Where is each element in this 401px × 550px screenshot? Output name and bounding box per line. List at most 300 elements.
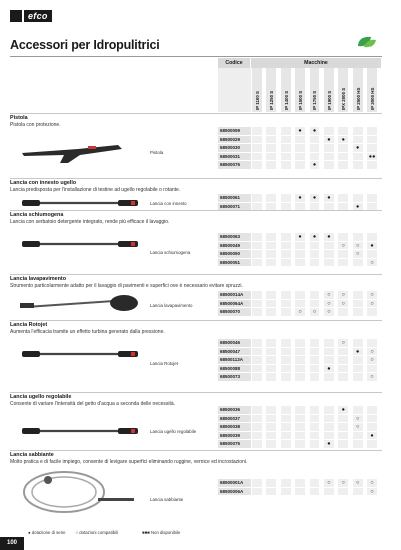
compatibility-mark [251, 161, 262, 169]
machine-name: IP 1500 S [298, 90, 304, 110]
compatibility-mark [323, 127, 334, 135]
product-code: 68500113A [218, 356, 251, 364]
compatibility-mark: ● [323, 440, 334, 448]
compatibility-mark: ○ [366, 373, 377, 381]
compatibility-mark [251, 291, 262, 299]
table-row [218, 300, 381, 309]
product-code: 68500037 [218, 415, 251, 423]
compatibility-mark [352, 356, 363, 364]
section-divider [10, 178, 382, 179]
product-label: Lancia ugello regolabile [150, 429, 197, 434]
product-image [18, 238, 148, 250]
accessory-section [10, 180, 382, 193]
compatibility-mark [265, 308, 276, 316]
compatibility-mark [294, 144, 305, 152]
compatibility-mark [309, 203, 320, 211]
compatibility-mark [366, 233, 377, 241]
compatibility-mark [265, 242, 276, 250]
compatibility-mark: ○ [337, 242, 348, 250]
compatibility-mark: ● [323, 365, 334, 373]
compatibility-mark [294, 365, 305, 373]
compatibility-mark [280, 406, 291, 414]
compatibility-mark [337, 432, 348, 440]
compatibility-mark [294, 136, 305, 144]
product-code: 68500075 [218, 440, 251, 448]
table-row [218, 259, 381, 268]
compatibility-mark [265, 161, 276, 169]
table-row [218, 488, 381, 497]
compatibility-mark [265, 423, 276, 431]
compatibility-mark: ● [309, 161, 320, 169]
compatibility-mark [265, 136, 276, 144]
compatibility-mark [337, 161, 348, 169]
product-image [18, 348, 148, 360]
compatibility-mark: ○ [323, 291, 334, 299]
compatibility-mark [251, 488, 262, 496]
compatibility-mark [352, 406, 363, 414]
compatibility-mark [251, 348, 262, 356]
table-row [218, 373, 381, 382]
compatibility-mark [265, 432, 276, 440]
compatibility-mark [280, 423, 291, 431]
compatibility-mark [309, 242, 320, 250]
compatibility-mark [366, 136, 377, 144]
compatibility-mark [280, 339, 291, 347]
legend [28, 530, 180, 535]
compatibility-mark [280, 127, 291, 135]
legend-compat: ○ dotazioni compatibili [75, 530, 118, 535]
compatibility-mark: ● [309, 233, 320, 241]
machine-column-header [337, 68, 348, 112]
compatibility-mark [323, 488, 334, 496]
compatibility-mark [251, 339, 262, 347]
table-row [218, 432, 381, 441]
product-code: 68500050 [218, 250, 251, 258]
compatibility-mark [265, 339, 276, 347]
accessory-section [10, 276, 382, 289]
section-divider [10, 320, 382, 321]
compatibility-mark [337, 440, 348, 448]
compatibility-mark [280, 250, 291, 258]
compatibility-mark [309, 250, 320, 258]
product-label: Lancia sabbiante [150, 497, 184, 502]
macchine-header: Macchine [251, 58, 381, 68]
compatibility-mark [337, 250, 348, 258]
compatibility-mark [352, 153, 363, 161]
compatibility-mark [352, 365, 363, 373]
compatibility-mark: ● [323, 136, 334, 144]
machine-column-header [280, 68, 291, 112]
compatibility-mark: ● [294, 233, 305, 241]
product-code: 68500038 [218, 423, 251, 431]
compatibility-mark [309, 415, 320, 423]
compatibility-mark [265, 300, 276, 308]
compatibility-mark: ● [337, 136, 348, 144]
section-title: Lancia ugello regolabile [10, 394, 72, 400]
accessory-section [10, 115, 382, 128]
compatibility-mark [352, 161, 363, 169]
compatibility-mark [366, 127, 377, 135]
product-code: 68500076 [218, 161, 251, 169]
product-code: 68500014A [218, 291, 251, 299]
compatibility-mark [352, 339, 363, 347]
compatibility-mark [294, 203, 305, 211]
compatibility-mark [251, 203, 262, 211]
compatibility-mark [251, 373, 262, 381]
compatibility-mark: ○ [366, 488, 377, 496]
table-row [218, 348, 381, 357]
compatibility-mark [280, 440, 291, 448]
compatibility-mark [294, 242, 305, 250]
compatibility-mark [309, 440, 320, 448]
compatibility-mark [352, 373, 363, 381]
compatibility-mark [251, 144, 262, 152]
compatibility-mark: ●● [366, 153, 377, 161]
page-number: 100 [0, 537, 24, 550]
machine-name: IP 1900 S [326, 90, 332, 110]
compatibility-mark [352, 488, 363, 496]
compatibility-mark [280, 161, 291, 169]
compatibility-mark [251, 432, 262, 440]
compatibility-mark [265, 356, 276, 364]
compatibility-mark [323, 153, 334, 161]
compatibility-mark [352, 259, 363, 267]
compatibility-mark [265, 144, 276, 152]
compatibility-mark [251, 153, 262, 161]
compatibility-mark [337, 144, 348, 152]
table-row [218, 440, 381, 449]
compatibility-mark [265, 348, 276, 356]
compatibility-mark: ○ [366, 356, 377, 364]
compatibility-mark [280, 415, 291, 423]
section-description: Lancia predisposta per l'installazione di testine ad ugello regolabile o rotante. [10, 186, 181, 193]
code-table [218, 233, 381, 267]
compatibility-mark [337, 365, 348, 373]
table-row [218, 233, 381, 242]
compatibility-mark [309, 300, 320, 308]
compatibility-mark: ○ [337, 479, 348, 487]
section-divider [10, 210, 382, 211]
compatibility-mark: ○ [352, 423, 363, 431]
compatibility-mark [323, 432, 334, 440]
compatibility-mark [251, 194, 262, 202]
machine-name: IP 1750 S [312, 90, 318, 110]
compatibility-mark [251, 300, 262, 308]
product-code: 68500029 [218, 136, 251, 144]
compatibility-mark: ● [337, 406, 348, 414]
section-title: Lancia sabbiante [10, 452, 54, 458]
compatibility-mark [265, 440, 276, 448]
section-description: Aumenta l'efficacia tramite un effetto turbina generato dalla pressione. [10, 328, 165, 335]
compatibility-mark [294, 356, 305, 364]
compatibility-mark [280, 242, 291, 250]
product-code: 68500088 [218, 365, 251, 373]
compatibility-mark [251, 479, 262, 487]
title-divider [10, 56, 382, 57]
compatibility-mark: ○ [352, 479, 363, 487]
machine-column-header [352, 68, 363, 112]
compatibility-mark [251, 259, 262, 267]
compatibility-mark [309, 365, 320, 373]
compatibility-mark [309, 144, 320, 152]
product-code: 68500049 [218, 242, 251, 250]
compatibility-mark [294, 488, 305, 496]
page-title: Accessori per Idropulitrici [10, 38, 160, 52]
compatibility-mark [352, 136, 363, 144]
product-label: Lancia Rotojet [150, 361, 179, 366]
compatibility-mark [280, 144, 291, 152]
compatibility-mark [352, 127, 363, 135]
compatibility-mark [309, 373, 320, 381]
compatibility-mark [280, 432, 291, 440]
section-title: Lancia con innesto ugello [10, 180, 77, 186]
compatibility-mark [265, 406, 276, 414]
compatibility-mark [280, 356, 291, 364]
compatibility-mark [323, 259, 334, 267]
table-row [218, 144, 381, 153]
compatibility-mark [337, 203, 348, 211]
compatibility-mark [366, 423, 377, 431]
compatibility-mark [309, 488, 320, 496]
section-divider [10, 450, 382, 451]
machine-column-header [309, 68, 320, 112]
compatibility-mark [251, 136, 262, 144]
table-row [218, 406, 381, 415]
code-table [218, 291, 381, 317]
product-code: 68500001A [218, 479, 251, 487]
table-row [218, 161, 381, 170]
compatibility-mark: ○ [366, 479, 377, 487]
compatibility-mark [294, 423, 305, 431]
compatibility-mark [352, 233, 363, 241]
compatibility-mark [337, 127, 348, 135]
compatibility-mark [265, 365, 276, 373]
compatibility-mark [323, 144, 334, 152]
compatibility-mark [265, 233, 276, 241]
compatibility-mark: ○ [294, 308, 305, 316]
compatibility-mark: ○ [337, 300, 348, 308]
compatibility-mark [323, 161, 334, 169]
product-label: Lancia schiumogena [150, 250, 191, 255]
compatibility-mark [251, 233, 262, 241]
compatibility-mark [280, 373, 291, 381]
product-code: 68500071 [218, 203, 251, 211]
table-row [218, 339, 381, 348]
compatibility-mark: ○ [323, 300, 334, 308]
compatibility-mark: ○ [323, 308, 334, 316]
compatibility-mark [294, 161, 305, 169]
product-image [18, 424, 148, 438]
table-row [218, 356, 381, 365]
compatibility-mark [309, 479, 320, 487]
compatibility-mark [309, 339, 320, 347]
compatibility-mark: ● [366, 242, 377, 250]
compatibility-mark [294, 373, 305, 381]
compatibility-mark: ● [352, 144, 363, 152]
compatibility-mark: ○ [352, 415, 363, 423]
compatibility-mark: ● [323, 194, 334, 202]
section-divider [10, 392, 382, 393]
section-divider [10, 113, 382, 114]
compatibility-mark [309, 432, 320, 440]
compatibility-mark [366, 194, 377, 202]
compatibility-mark [323, 415, 334, 423]
compatibility-mark [352, 308, 363, 316]
compatibility-mark [265, 194, 276, 202]
compatibility-mark [265, 291, 276, 299]
codice-header: Codice [218, 58, 251, 68]
compatibility-mark [323, 339, 334, 347]
compatibility-mark [366, 308, 377, 316]
section-title: Lancia lavapavimento [10, 276, 67, 282]
section-description: Pistola con protezione. [10, 121, 61, 128]
compatibility-mark [366, 406, 377, 414]
logo-mark-icon [10, 10, 22, 22]
product-code: 68500073 [218, 373, 251, 381]
product-code: 68500063 [218, 233, 251, 241]
table-header [218, 58, 381, 112]
compatibility-mark [265, 415, 276, 423]
compatibility-mark [265, 488, 276, 496]
compatibility-mark [251, 440, 262, 448]
brand-logo [10, 10, 52, 22]
compatibility-mark [366, 250, 377, 258]
compatibility-mark: ● [309, 127, 320, 135]
compatibility-mark [294, 300, 305, 308]
table-row [218, 242, 381, 251]
section-title: Lancia schiumogena [10, 212, 64, 218]
machine-column-header [323, 68, 334, 112]
table-row [218, 423, 381, 432]
compatibility-mark [280, 194, 291, 202]
product-code: 68500046 [218, 339, 251, 347]
compatibility-mark [280, 153, 291, 161]
compatibility-mark [265, 153, 276, 161]
compatibility-mark: ○ [366, 348, 377, 356]
compatibility-mark [366, 440, 377, 448]
compatibility-mark [280, 136, 291, 144]
product-image [18, 468, 148, 518]
table-row [218, 250, 381, 259]
compatibility-mark [251, 406, 262, 414]
compatibility-mark [280, 233, 291, 241]
machine-name: IP 1400 S [283, 90, 289, 110]
compatibility-mark [294, 348, 305, 356]
compatibility-mark [294, 339, 305, 347]
compatibility-mark [294, 250, 305, 258]
accessory-section [10, 452, 382, 465]
product-code: 68500039 [218, 432, 251, 440]
compatibility-mark [323, 242, 334, 250]
section-description: Molto pratica e di facile impiego, consente di levigare superfici eliminando ruggine, vernice ed incrostazioni. [10, 458, 248, 465]
compatibility-mark [294, 440, 305, 448]
compatibility-mark [323, 423, 334, 431]
code-table [218, 479, 381, 496]
compatibility-mark [366, 415, 377, 423]
code-table [218, 127, 381, 170]
table-row [218, 479, 381, 488]
compatibility-mark [309, 406, 320, 414]
machine-name: IPX 2000 S [341, 87, 347, 110]
machine-name: IP 3000 HS [370, 87, 376, 110]
codice-header-body [218, 68, 251, 112]
accessory-section [10, 212, 382, 225]
legend-series: ● dotazione di serie [28, 530, 66, 535]
compatibility-mark [337, 153, 348, 161]
compatibility-mark [352, 291, 363, 299]
compatibility-mark [251, 415, 262, 423]
compatibility-mark [251, 365, 262, 373]
table-row [218, 365, 381, 374]
product-code: 68500006A [218, 488, 251, 496]
product-label: Pistola [150, 150, 164, 155]
compatibility-mark [265, 259, 276, 267]
compatibility-mark [251, 242, 262, 250]
product-code: 68500036 [218, 406, 251, 414]
compatibility-mark: ○ [352, 250, 363, 258]
product-code: 68500064A [218, 300, 251, 308]
product-image [18, 141, 148, 163]
compatibility-mark [280, 300, 291, 308]
compatibility-mark: ○ [337, 339, 348, 347]
compatibility-mark [294, 291, 305, 299]
compatibility-mark [265, 373, 276, 381]
machine-name: IP 1250 S [269, 90, 275, 110]
compatibility-mark [294, 259, 305, 267]
compatibility-mark [265, 250, 276, 258]
product-code: 68500031 [218, 153, 251, 161]
compatibility-mark [251, 250, 262, 258]
section-divider [10, 274, 382, 275]
brand-name: efco [24, 10, 52, 22]
compatibility-mark [309, 153, 320, 161]
compatibility-mark: ● [294, 127, 305, 135]
compatibility-mark [323, 356, 334, 364]
product-code: 68500030 [218, 144, 251, 152]
compatibility-mark: ● [294, 194, 305, 202]
compatibility-mark [337, 423, 348, 431]
compatibility-mark [337, 356, 348, 364]
compatibility-mark [280, 291, 291, 299]
compatibility-mark: ○ [366, 300, 377, 308]
compatibility-mark [280, 348, 291, 356]
compatibility-mark [352, 194, 363, 202]
product-code: 68500047 [218, 348, 251, 356]
compatibility-mark [294, 479, 305, 487]
table-row [218, 291, 381, 300]
compatibility-mark [294, 406, 305, 414]
accessory-section [10, 322, 382, 335]
compatibility-mark [265, 127, 276, 135]
code-table [218, 194, 381, 211]
accessory-section [10, 394, 382, 407]
product-code: 68500070 [218, 308, 251, 316]
compatibility-mark [337, 194, 348, 202]
compatibility-mark: ○ [337, 291, 348, 299]
compatibility-mark: ○ [366, 259, 377, 267]
product-code: 68500061 [218, 194, 251, 202]
machine-column-header [294, 68, 305, 112]
compatibility-mark [251, 127, 262, 135]
compatibility-mark [294, 153, 305, 161]
table-row [218, 136, 381, 145]
compatibility-mark: ● [366, 432, 377, 440]
machine-name: IP 1100 S [254, 91, 260, 110]
compatibility-mark [323, 348, 334, 356]
compatibility-mark [251, 356, 262, 364]
compatibility-mark [309, 259, 320, 267]
compatibility-mark: ○ [352, 242, 363, 250]
